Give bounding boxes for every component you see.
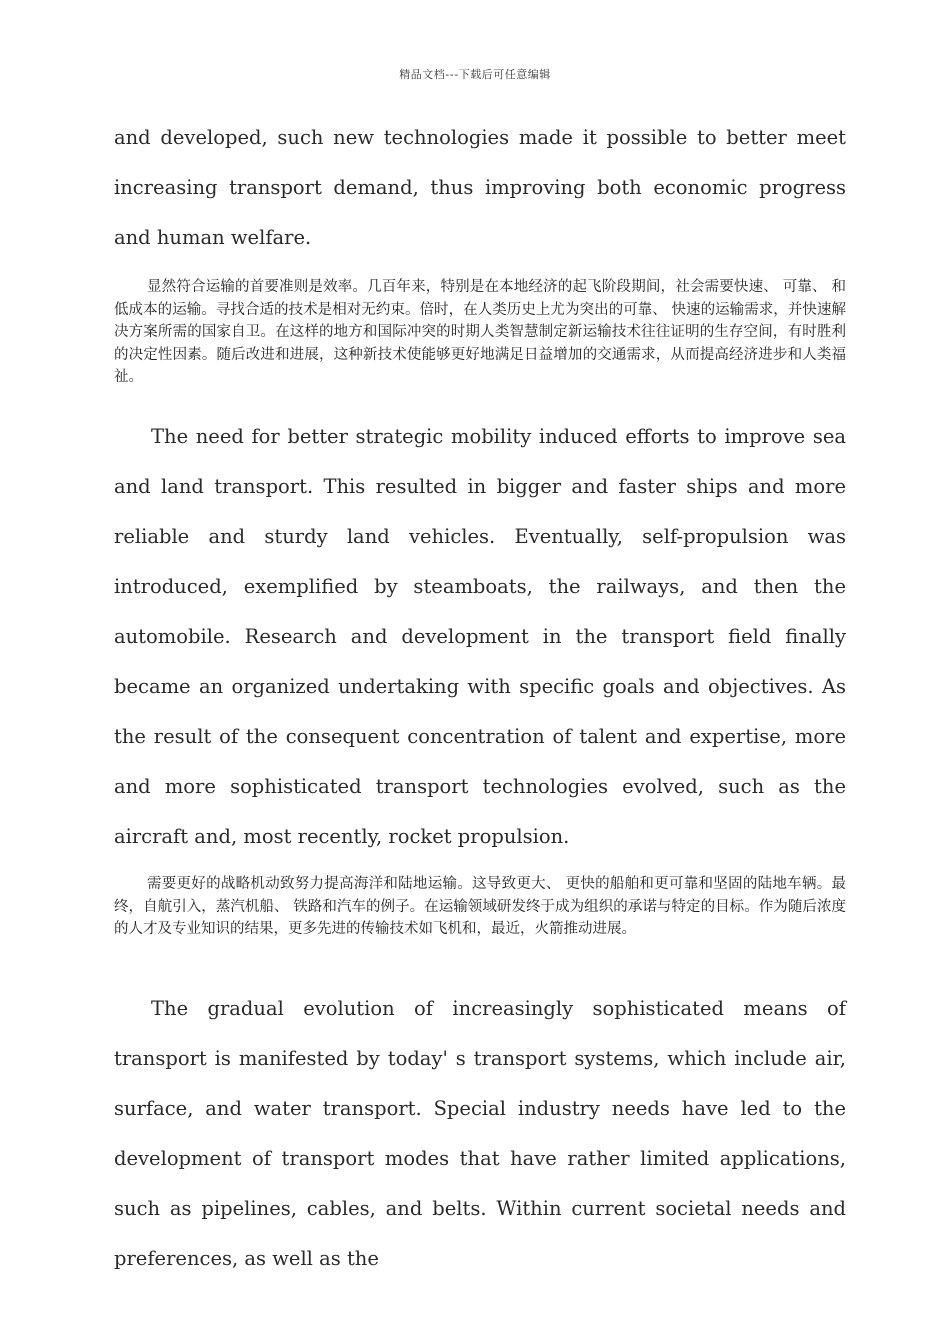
english-paragraph-2: The need for better strategic mobility induced efforts to improve sea and land transport. This resulted in bigger and faster ships and more reliable and sturdy land vehicles. Eventually, self-propulsion was introduced, exemplified by steamboats, the railways, and then the automobile. Research and development in the transport field finally became an organized undertaking with specific goals and objectives. As the result of the consequent concentration of talent and expertise, more and more sophisticated transport technologies evolved, such as the aircraft and, most recently, rocket propulsion. — [114, 425, 846, 848]
english-paragraph-3: The gradual evolution of increasingly sophisticated means of transport is manifested by today' s transport systems, which include air, surface, and water transport. Special industry needs have led to the development of transport modes that have rather limited applications, such as pipelines, cables, and belts. Within current societal needs and preferences, as well as the — [114, 997, 846, 1270]
page-header: 精品文档---下载后可任意编辑 — [399, 68, 551, 81]
chinese-paragraph-2: 需要更好的战略机动致努力提高海洋和陆地运输。这导致更大、 更快的船舶和更可靠和坚固的陆地车辆。最终，自航引入，蒸汽机船、 铁路和汽车的例子。在运输领域研发终于成为组织的承诺与特定的目标。作为随后浓度的人才及专业知识的结果，更多先进的传输技术如飞机和，最近，火箭推动进展。 — [114, 876, 846, 937]
english-paragraph-1: and developed, such new technologies made it possible to better meet increasing transport demand, thus improving both economic progress and human welfare. — [114, 126, 846, 249]
chinese-paragraph-1: 显然符合运输的首要准则是效率。几百年来，特别是在本地经济的起飞阶段期间，社会需要快速、 可靠、 和低成本的运输。寻找合适的技术是相对无约束。倍时，在人类历史上尤为突出的可靠、 快速的运输需求，并快速解决方案所需的国家自卫。在这样的地方和国际冲突的时期人类智慧制定新运输技术往往证明的生存空间，有时胜利的决定性因素。随后改进和进展，这种新技术使能够更好地满足日益增加的交通需求，从而提高经济进步和人类福祉。 — [114, 279, 846, 385]
